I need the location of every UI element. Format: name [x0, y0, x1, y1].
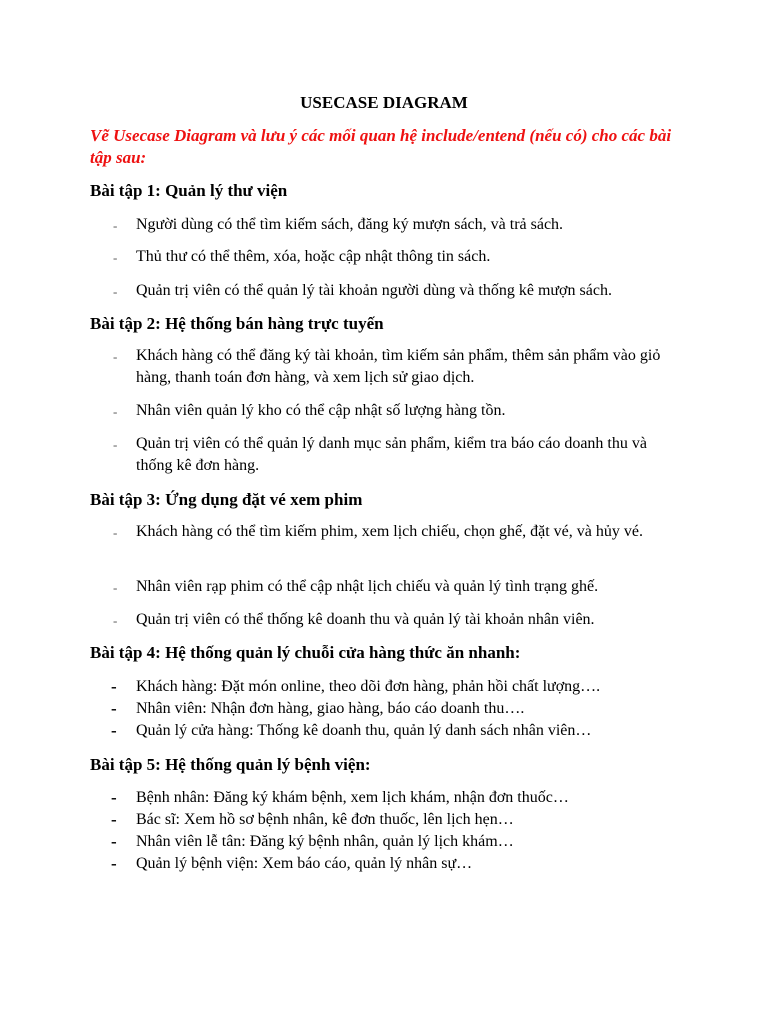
list-item-text: Khách hàng có thể tìm kiếm phim, xem lịch chiếu, chọn ghế, đặt vé, và hủy vé. [136, 523, 643, 540]
bullet-dash: - [113, 284, 118, 299]
page-title: USECASE DIAGRAM [300, 93, 468, 112]
bullet-dash: - [113, 218, 118, 233]
list-item [113, 433, 676, 477]
list-item-text: Khách hàng có thể đăng ký tài khoản, tìm kiếm sản phẩm, thêm sản phẩm vào giỏ hàng, thanh toán đơn hàng, và xem lịch sử giao dịch. [136, 347, 661, 386]
list-item-text: Quản lý bệnh viện: Xem báo cáo, quản lý nhân sự… [136, 855, 473, 872]
bullet-dash: - [113, 404, 118, 419]
bullet-dash: - [113, 250, 118, 265]
list-item-text: Quản lý cửa hàng: Thống kê doanh thu, quản lý danh sách nhân viên… [136, 722, 592, 739]
list-item [113, 345, 676, 389]
list-item [111, 698, 676, 720]
bullet-dash: - [113, 437, 118, 452]
bullet-dash: - [113, 613, 118, 628]
list-item-text: Quản trị viên có thể quản lý tài khoản người dùng và thống kê mượn sách. [136, 282, 612, 299]
list-item-text: Nhân viên: Nhận đơn hàng, giao hàng, báo cáo doanh thu…. [136, 700, 525, 717]
bullet-dash: - [111, 677, 117, 696]
bullet-dash: - [111, 832, 117, 851]
exercise-1-heading: Bài tập 1: Quản lý thư viện [90, 181, 288, 200]
list-item [111, 809, 676, 831]
list-item [111, 853, 676, 875]
bullet-dash: - [111, 699, 117, 718]
list-item-text: Quản trị viên có thể quản lý danh mục sản phẩm, kiểm tra báo cáo doanh thu và thống kê đơn hàng. [136, 435, 647, 474]
list-item-text: Quản trị viên có thể thống kê doanh thu và quản lý tài khoản nhân viên. [136, 611, 595, 628]
list-item-text: Khách hàng: Đặt món online, theo dõi đơn hàng, phản hồi chất lượng…. [136, 678, 601, 695]
bullet-dash: - [113, 580, 118, 595]
list-item [113, 214, 676, 236]
bullet-dash: - [111, 810, 117, 829]
list-item [113, 246, 676, 268]
bullet-dash: - [111, 854, 117, 873]
bullet-dash: - [113, 349, 118, 364]
list-item [113, 576, 676, 598]
exercise-5-heading: Bài tập 5: Hệ thống quản lý bệnh viện: [90, 755, 371, 774]
instruction-text: Vẽ Usecase Diagram và lưu ý các mối quan hệ include/entend (nếu có) cho các bài tập sau: [90, 126, 672, 167]
list-item [113, 521, 676, 543]
list-item [111, 787, 676, 809]
list-item-text: Bác sĩ: Xem hồ sơ bệnh nhân, kê đơn thuốc, lên lịch hẹn… [136, 811, 514, 828]
list-item-text: Nhân viên quản lý kho có thể cập nhật số lượng hàng tồn. [136, 402, 506, 419]
list-item-text: Nhân viên rạp phim có thể cập nhật lịch chiếu và quản lý tình trạng ghế. [136, 578, 599, 595]
exercise-4-heading: Bài tập 4: Hệ thống quản lý chuỗi cửa hàng thức ăn nhanh: [90, 643, 521, 662]
exercise-2-heading: Bài tập 2: Hệ thống bán hàng trực tuyến [90, 314, 384, 333]
list-item-text: Người dùng có thể tìm kiếm sách, đăng ký mượn sách, và trả sách. [136, 216, 564, 233]
list-item [111, 720, 676, 742]
bullet-dash: - [113, 525, 118, 540]
list-item [113, 609, 676, 631]
list-item [111, 676, 676, 698]
list-item [113, 400, 676, 422]
list-item [113, 280, 676, 302]
exercise-3-heading: Bài tập 3: Ứng dụng đặt vé xem phim [90, 490, 363, 509]
list-item [111, 831, 676, 853]
list-item-text: Nhân viên lễ tân: Đăng ký bệnh nhân, quản lý lịch khám… [136, 833, 514, 850]
list-item-text: Thủ thư có thể thêm, xóa, hoặc cập nhật thông tin sách. [136, 248, 491, 265]
bullet-dash: - [111, 721, 117, 740]
bullet-dash: - [111, 788, 117, 807]
list-item-text: Bệnh nhân: Đăng ký khám bệnh, xem lịch khám, nhận đơn thuốc… [136, 789, 569, 806]
